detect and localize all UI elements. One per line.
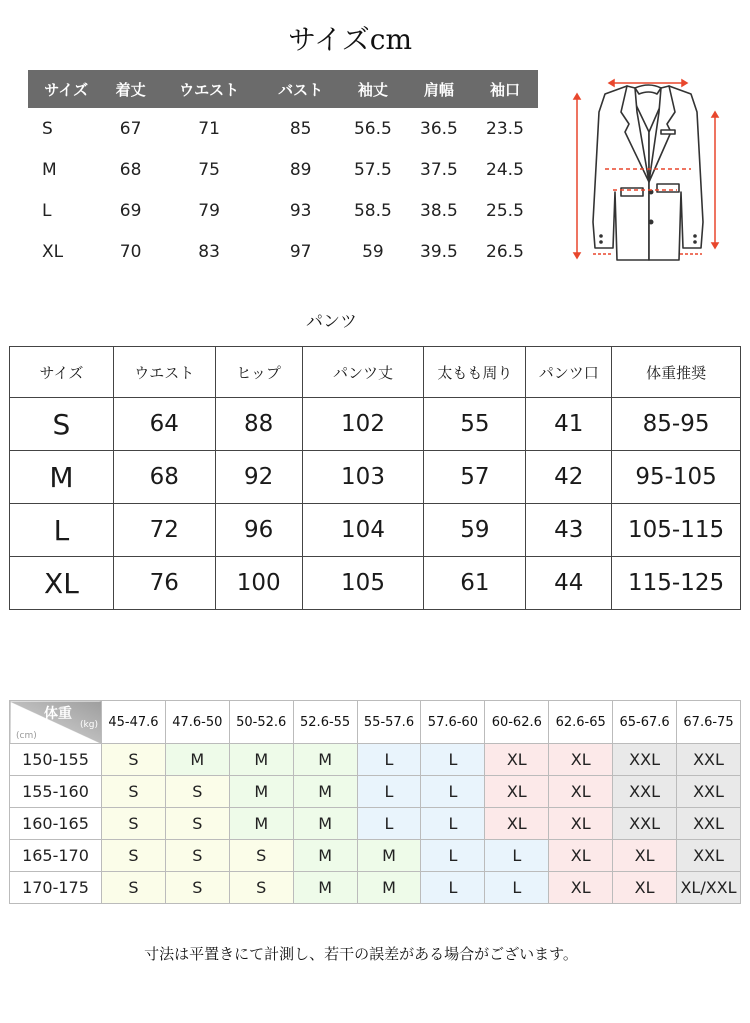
pants-header-row — [10, 347, 741, 398]
size-cell: XL — [485, 776, 549, 808]
pants-size-table — [9, 346, 741, 610]
table-cell: 56.5 — [353, 118, 392, 139]
size-cell: L — [357, 808, 421, 840]
jacket-size-table — [28, 70, 538, 272]
weight-range-header: 50-52.6 — [229, 701, 293, 744]
table-row — [28, 108, 538, 149]
size-cell: XL/XXL — [677, 872, 741, 904]
pants-header-cell: 太もも周り — [424, 347, 526, 398]
page-title: サイズcm — [288, 23, 412, 56]
weight-range-header: 55-57.6 — [357, 701, 421, 744]
table-row — [10, 840, 741, 872]
pants-header-cell: 体重推奨 — [612, 347, 741, 398]
table-cell: 72 — [113, 504, 215, 557]
size-cell: XXL — [613, 808, 677, 840]
table-cell: 68 — [119, 159, 142, 180]
table-cell: 38.5 — [420, 200, 458, 221]
table-cell: M — [10, 451, 114, 504]
table-cell: 115-125 — [612, 557, 741, 610]
table-cell: 24.5 — [486, 159, 524, 180]
size-cell: L — [357, 744, 421, 776]
table-cell: 85 — [289, 118, 312, 139]
pants-section-title: パンツ — [306, 312, 357, 332]
jacket-outline — [593, 85, 703, 260]
size-cell: S — [229, 872, 293, 904]
size-cell: S — [102, 776, 166, 808]
table-cell: 42 — [526, 451, 612, 504]
weight-chart-body — [10, 744, 741, 904]
size-cell: XL — [549, 808, 613, 840]
table-cell: 104 — [302, 504, 424, 557]
size-cell: XL — [485, 808, 549, 840]
pants-header-cell: ウエスト — [113, 347, 215, 398]
size-cell: S — [229, 840, 293, 872]
table-cell: 88 — [215, 398, 302, 451]
height-range-cell: 160-165 — [10, 808, 102, 840]
size-cell: M — [357, 872, 421, 904]
pants-header-cell: パンツ口 — [526, 347, 612, 398]
size-cell: S — [102, 744, 166, 776]
table-cell: 58.5 — [353, 200, 392, 221]
size-cell: XXL — [677, 840, 741, 872]
jacket-header-row — [28, 70, 538, 108]
weight-range-header: 52.6-55 — [293, 701, 357, 744]
pants-header-cell: ヒップ — [215, 347, 302, 398]
size-cell: L — [421, 744, 485, 776]
table-cell: 100 — [215, 557, 302, 610]
table-row — [10, 504, 741, 557]
size-cell: XXL — [677, 744, 741, 776]
table-row — [10, 398, 741, 451]
table-cell: 59 — [424, 504, 526, 557]
table-cell: XL — [42, 241, 64, 262]
table-row — [10, 872, 741, 904]
size-cell: M — [229, 744, 293, 776]
jacket-header-cell: ウエスト — [157, 70, 262, 108]
size-cell: XXL — [677, 776, 741, 808]
table-cell: 75 — [198, 159, 220, 180]
table-cell: 57 — [424, 451, 526, 504]
table-cell: 97 — [289, 241, 312, 262]
size-cell: M — [293, 744, 357, 776]
size-cell: L — [421, 776, 485, 808]
table-cell: 57.5 — [353, 159, 392, 180]
table-cell: XL — [10, 557, 114, 610]
table-row — [10, 557, 741, 610]
corner-kg-unit: (kg) — [80, 720, 98, 730]
size-cell: M — [293, 808, 357, 840]
table-row — [10, 451, 741, 504]
table-cell: 89 — [289, 159, 312, 180]
size-cell: L — [357, 776, 421, 808]
size-cell: M — [357, 840, 421, 872]
table-cell: 71 — [198, 118, 220, 139]
table-cell: 64 — [113, 398, 215, 451]
size-cell: L — [485, 872, 549, 904]
table-cell: 102 — [302, 398, 424, 451]
size-cell: S — [102, 872, 166, 904]
table-cell: 55 — [424, 398, 526, 451]
size-cell: XXL — [677, 808, 741, 840]
table-cell: S — [42, 118, 53, 139]
weight-range-header: 67.6-75 — [677, 701, 741, 744]
table-cell: 39.5 — [420, 241, 458, 262]
size-cell: XL — [613, 840, 677, 872]
table-cell: 96 — [215, 504, 302, 557]
size-cell: L — [421, 808, 485, 840]
table-cell: 105 — [302, 557, 424, 610]
size-cell: M — [293, 872, 357, 904]
size-cell: M — [229, 776, 293, 808]
size-cell: L — [485, 840, 549, 872]
table-row — [10, 808, 741, 840]
height-range-cell: 150-155 — [10, 744, 102, 776]
table-cell: 85-95 — [612, 398, 741, 451]
table-cell: 93 — [289, 200, 312, 221]
size-cell: M — [293, 840, 357, 872]
table-cell: L — [42, 200, 52, 221]
jacket-header-cell: 肩幅 — [406, 70, 472, 108]
size-cell: L — [421, 840, 485, 872]
height-weight-size-chart — [9, 700, 741, 904]
table-row — [28, 190, 538, 231]
table-cell: 25.5 — [486, 200, 524, 221]
chart-corner-cell — [10, 701, 102, 744]
weight-range-header: 62.6-65 — [549, 701, 613, 744]
table-cell: 23.5 — [486, 118, 524, 139]
size-cell: S — [165, 872, 229, 904]
table-cell: 70 — [119, 241, 142, 262]
table-cell: 44 — [526, 557, 612, 610]
size-cell: L — [421, 872, 485, 904]
size-cell: S — [165, 808, 229, 840]
size-cell: S — [102, 808, 166, 840]
size-cell: XL — [549, 840, 613, 872]
table-cell: 79 — [198, 200, 220, 221]
jacket-header-cell: 袖丈 — [340, 70, 406, 108]
table-cell: 26.5 — [486, 241, 524, 262]
table-cell: 92 — [215, 451, 302, 504]
size-cell: S — [165, 776, 229, 808]
weight-range-header: 60-62.6 — [485, 701, 549, 744]
size-cell: M — [165, 744, 229, 776]
weight-range-header: 57.6-60 — [421, 701, 485, 744]
table-cell: 67 — [119, 118, 142, 139]
weight-header-row — [10, 701, 741, 744]
weight-range-header: 47.6-50 — [165, 701, 229, 744]
weight-range-header: 45-47.6 — [102, 701, 166, 744]
table-cell: 43 — [526, 504, 612, 557]
table-cell: 76 — [113, 557, 215, 610]
size-cell: M — [293, 776, 357, 808]
size-cell: XL — [485, 744, 549, 776]
size-cell: XXL — [613, 744, 677, 776]
table-cell: 59 — [362, 241, 384, 262]
size-cell: XL — [549, 872, 613, 904]
table-cell: 41 — [526, 398, 612, 451]
table-cell: 105-115 — [612, 504, 741, 557]
table-cell: 83 — [198, 241, 220, 262]
size-cell: XL — [549, 744, 613, 776]
jacket-header-cell: バスト — [261, 70, 340, 108]
table-row — [10, 776, 741, 808]
table-row — [28, 231, 538, 272]
table-row — [28, 149, 538, 190]
size-cell: M — [229, 808, 293, 840]
corner-weight-label: 体重 — [44, 706, 72, 722]
table-cell: 95-105 — [612, 451, 741, 504]
jacket-header-cell: サイズ — [28, 70, 104, 108]
weight-range-header: 65-67.6 — [613, 701, 677, 744]
table-cell: 103 — [302, 451, 424, 504]
jacket-header-cell: 着丈 — [104, 70, 156, 108]
table-cell: 36.5 — [420, 118, 458, 139]
corner-cm-unit: (cm) — [16, 731, 37, 741]
jacket-header-cell: 袖口 — [472, 70, 538, 108]
size-cell: XXL — [613, 776, 677, 808]
table-cell: 69 — [119, 200, 142, 221]
table-cell: S — [10, 398, 114, 451]
table-cell: L — [10, 504, 114, 557]
height-range-cell: 155-160 — [10, 776, 102, 808]
pants-header-cell: サイズ — [10, 347, 114, 398]
size-cell: S — [165, 840, 229, 872]
table-cell: M — [42, 159, 57, 180]
table-row — [10, 744, 741, 776]
table-cell: 68 — [113, 451, 215, 504]
height-range-cell: 165-170 — [10, 840, 102, 872]
measurement-note: 寸法は平置きにて計測し、若干の誤差がある場合がございます。 — [144, 945, 578, 963]
table-cell: 37.5 — [420, 159, 458, 180]
size-cell: S — [102, 840, 166, 872]
jacket-measurement-illustration — [565, 72, 730, 267]
size-cell: XL — [549, 776, 613, 808]
height-range-cell: 170-175 — [10, 872, 102, 904]
size-cell: XL — [613, 872, 677, 904]
pants-header-cell: パンツ丈 — [302, 347, 424, 398]
table-cell: 61 — [424, 557, 526, 610]
